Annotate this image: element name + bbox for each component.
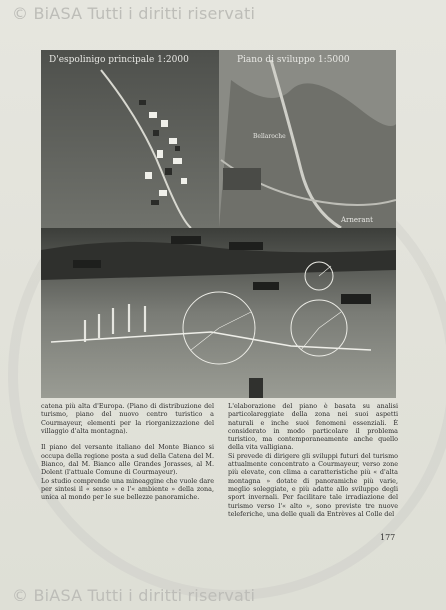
site-plan-figure [41, 50, 396, 398]
watermark-top: © BiASA Tutti i diritti riservati [12, 4, 256, 23]
paragraph: catena più alta d'Europa. (Piano di distribuzione del turismo, piano del nuovo centro turistico a Courmayeur, elementi per la riorganizzazione del villaggio d'alta montagna). [41, 402, 214, 435]
paragraph: Lo studio comprende una mineaggine che vuole dare per sintesi il « senso » e l'« ambiente » della zona, unica al mondo per le sue bellezze panoramiche. [41, 476, 214, 502]
text-column-left [41, 402, 214, 510]
right-map-place-2: Arnerant [341, 216, 373, 224]
page-number: 177 [380, 533, 396, 542]
right-map-title: Piano di sviluppo 1:5000 [237, 55, 350, 65]
site-plan-illustration [41, 50, 396, 398]
right-map-place-1: Bellaroche [253, 133, 286, 140]
left-map-title: D'espolinigo principale 1:2000 [49, 55, 189, 65]
text-column-right [228, 402, 398, 526]
paragraph: L'elaborazione del piano è basata su analisi particolareggiate della zona nei suoi aspetti naturali e inche suoi fenomeni essenziali. È considerato in modo particolare il problema turistico, ma contemporaneamente anche quello della vita valligiana. [228, 402, 398, 452]
paragraph: Si prevede di dirigere gli sviluppi futuri del turismo attualmente concentrato a Courmayeur, verso zone più elevate, con clima a caratteristiche più « d'alta montagna » dotate di panoramiche più varie, meglio soleggiate, e più adatte allo sviluppo degli sport invernali. Per facilitare tale irradiazione del turismo verso l'« alto », sono previste tre nuove teleferiche, una delle quali da Entrèves al Colle del [228, 451, 398, 518]
watermark-bottom: © BiASA Tutti i diritti riservati [12, 586, 256, 605]
paragraph: Il piano del versante italiano del Monte Bianco si occupa della regione posta a sud della Catena del M. Bianco, dal M. Bianco alle Grandes Jorasses, al M. Dolent (l'attuale Comune di Courmayeur). [41, 443, 214, 477]
